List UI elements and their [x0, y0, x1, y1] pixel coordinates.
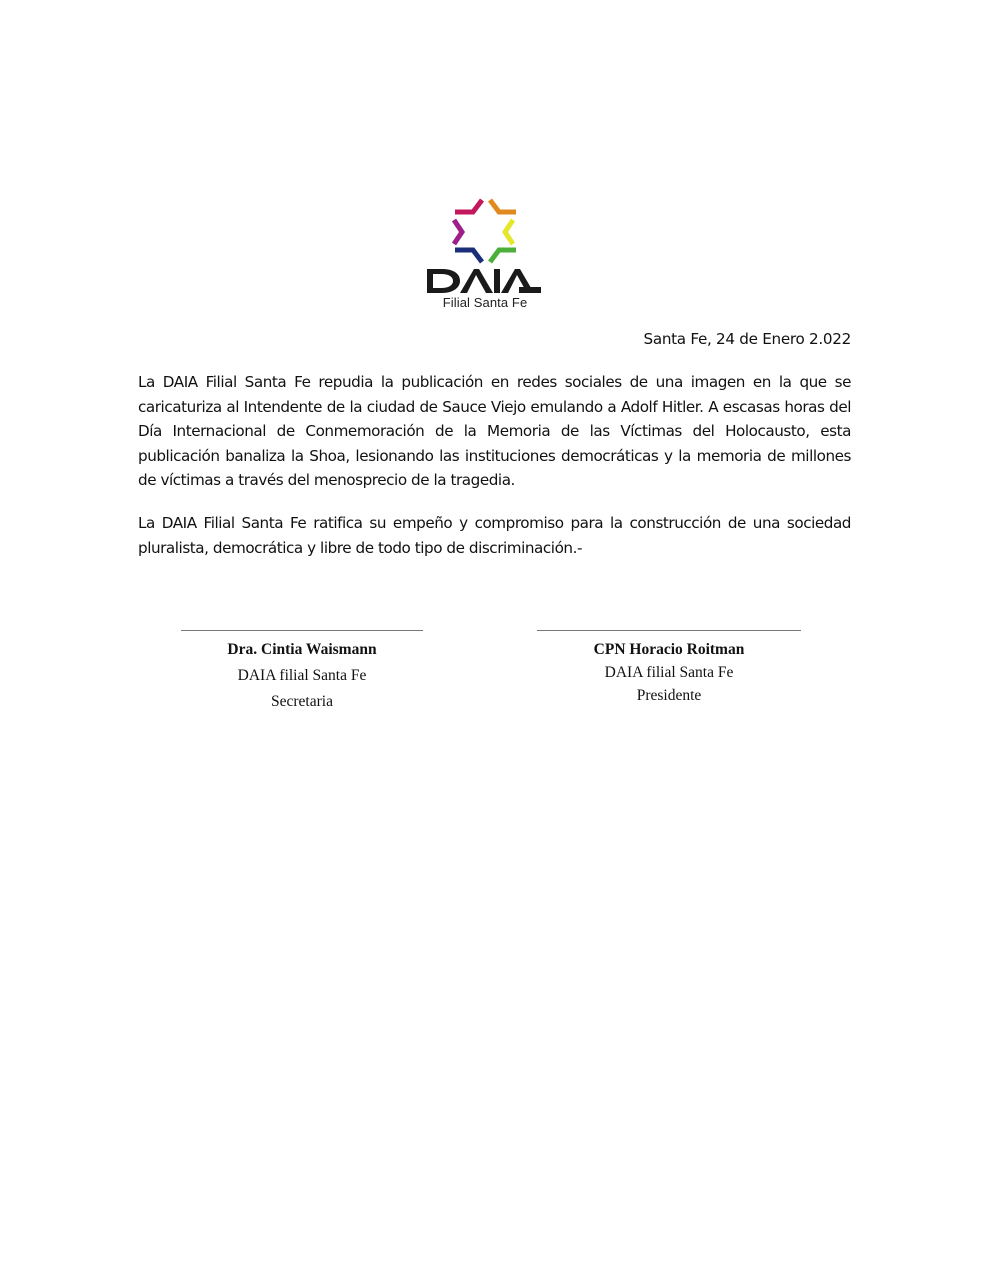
star-segment-right	[505, 220, 513, 244]
signatory-name: CPN Horacio Roitman	[593, 641, 745, 658]
logo-subtitle: Filial Santa Fe	[442, 295, 528, 310]
star-segment-bottom-right	[490, 250, 516, 262]
paragraph-statement: La DAIA Filial Santa Fe repudia la publicación en redes sociales de una imagen en la que se caricaturiza al Intendente de la ciudad de Sauce Viejo emulando a Adolf Hitler. A escasas horas del Día Internacional de Conmemoración de la Memoria de las Víctimas del Holocausto, esta publicación banaliza la Shoa, lesionando las instituciones democráticas y la memoria de millones de víctimas a través del menosprecio de la tragedia.	[138, 373, 851, 490]
star-segment-top-left	[455, 200, 482, 212]
star-segment-left	[454, 220, 462, 244]
signature-line	[181, 630, 423, 631]
signature-block-secretary	[181, 630, 423, 711]
star-emblem-icon	[424, 192, 546, 296]
paragraph-commitment: La DAIA Filial Santa Fe ratifica su empeño y compromiso para la construcción de una sociedad pluralista, democrática y libre de todo tipo de discriminación.-	[138, 514, 851, 557]
daia-logo	[424, 192, 546, 314]
signatory-organization: DAIA filial Santa Fe	[604, 664, 734, 681]
signature-block-president	[537, 630, 801, 705]
signatory-name: Dra. Cintia Waismann	[227, 641, 377, 658]
star-segment-top-right	[490, 200, 516, 212]
signatory-role: Secretaria	[271, 693, 333, 710]
signatory-organization: DAIA filial Santa Fe	[237, 667, 367, 684]
star-segment-bottom-left	[455, 250, 482, 262]
signature-line	[537, 630, 801, 631]
daia-wordmark	[427, 269, 541, 293]
letter-date: Santa Fe, 24 de Enero 2.022	[643, 330, 851, 348]
signatory-role: Presidente	[636, 687, 702, 704]
